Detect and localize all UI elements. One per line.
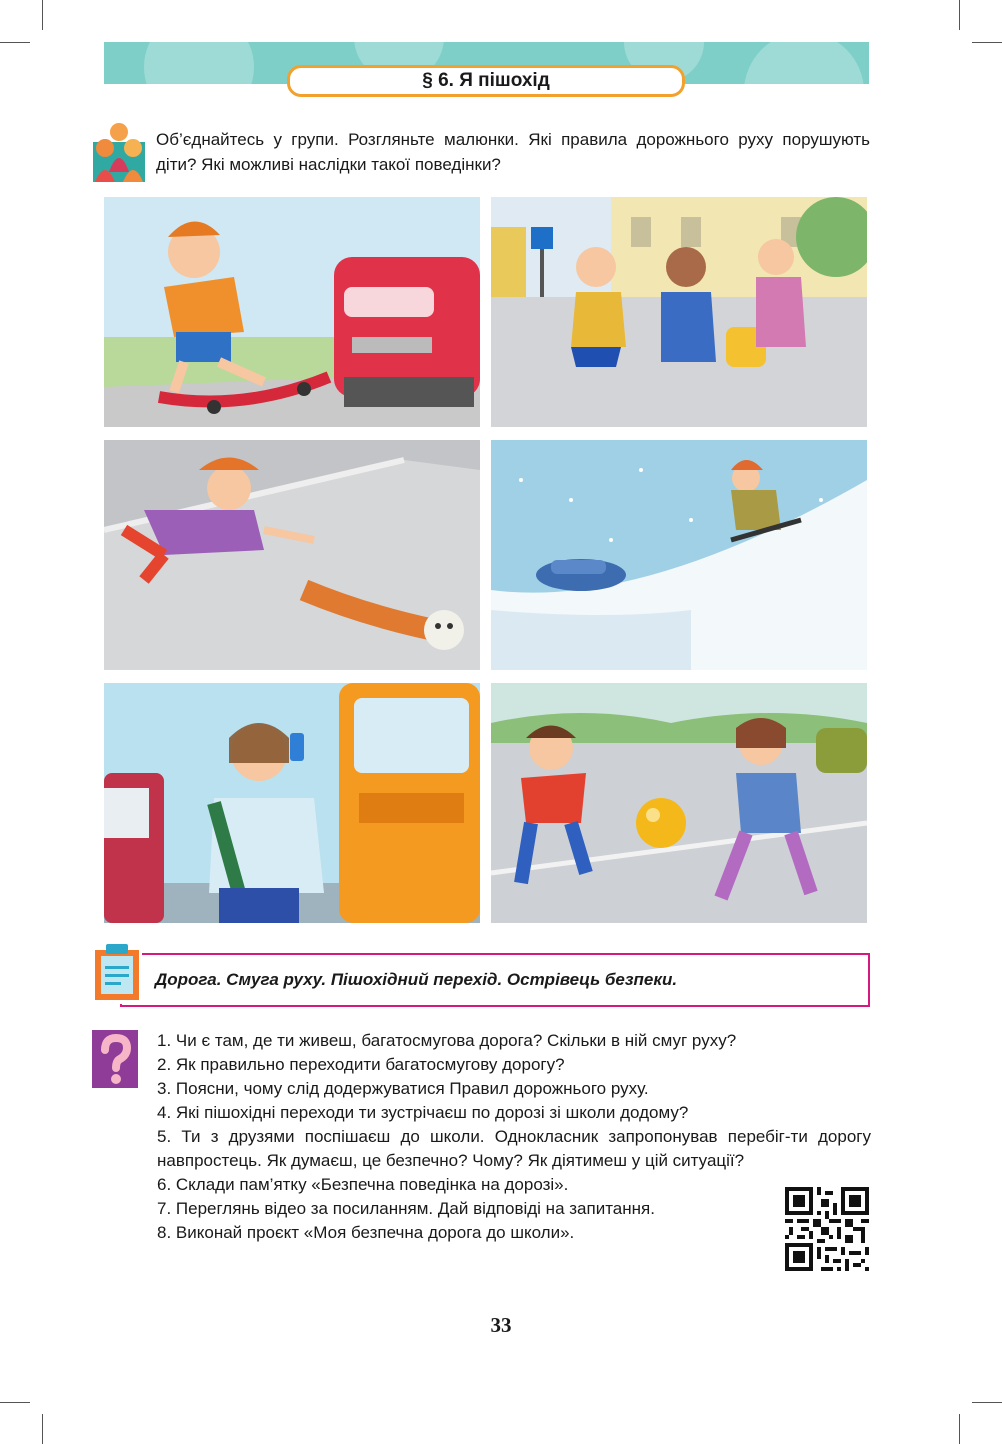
- crop-mark: [959, 1414, 960, 1444]
- sledding-toward-road-illustration: [491, 440, 867, 670]
- children-running-crossing-illustration: [491, 197, 867, 427]
- section-title-box: [287, 65, 685, 97]
- qr-code-icon[interactable]: [785, 1187, 869, 1271]
- girl-chasing-cat-illustration: [104, 440, 480, 670]
- question-item: 1. Чи є там, де ти живеш, багатосмугова дорога? Скільки в ній смуг руху?: [157, 1031, 737, 1050]
- keywords-text: Дорога. Смуга руху. Пішохідний перехід. Острівець безпеки.: [155, 970, 678, 989]
- question-item: 2. Як правильно переходити багатосмугову дорогу?: [157, 1055, 565, 1074]
- crop-mark: [0, 1402, 30, 1403]
- question-item: 3. Поясни, чому слід додержуватися Правил дорожнього руху.: [157, 1079, 649, 1098]
- girl-phone-between-vehicles-illustration: [104, 683, 480, 923]
- crop-mark: [42, 1414, 43, 1444]
- crop-mark: [972, 1402, 1002, 1403]
- crop-mark: [42, 0, 43, 30]
- header-decoration: [744, 42, 864, 84]
- question-item: 4. Які пішохідні переходи ти зустрічаєш по дорозі зі школи додому?: [157, 1103, 689, 1122]
- intro-text: Об’єднайтесь у групи. Розгляньте малюнки. Які правила дорожнього руху порушують діти? Які можливі наслідки такої поведінки?: [156, 130, 870, 174]
- question-item: 7. Переглянь відео за посиланням. Дай відповіді на запитання.: [157, 1199, 655, 1218]
- notepad-icon: [92, 942, 142, 1004]
- page-number: 33: [490, 1313, 512, 1337]
- children-ball-on-road-illustration: [491, 683, 867, 923]
- crop-mark: [972, 42, 1002, 43]
- question-item: 5. Ти з друзями поспішаєш до школи. Однокласник запропонував перебіг-ти дорогу навпростець. Як думаєш, це безпечно? Чому? Як діятимеш у цій ситуації?: [157, 1127, 871, 1170]
- skateboard-boy-car-illustration: [104, 197, 480, 427]
- crop-mark: [0, 42, 30, 43]
- header-decoration: [144, 42, 254, 84]
- crop-mark: [959, 0, 960, 30]
- section-title: § 6. Я пішохід: [422, 70, 550, 91]
- questions-list: [157, 1029, 871, 1245]
- question-item: 8. Виконай проєкт «Моя безпечна дорога до школи».: [157, 1223, 575, 1242]
- question-mark-icon: [92, 1030, 138, 1088]
- group-people-icon: [93, 122, 145, 182]
- question-item: 6. Склади пам’ятку «Безпечна поведінка на дорозі».: [157, 1175, 569, 1194]
